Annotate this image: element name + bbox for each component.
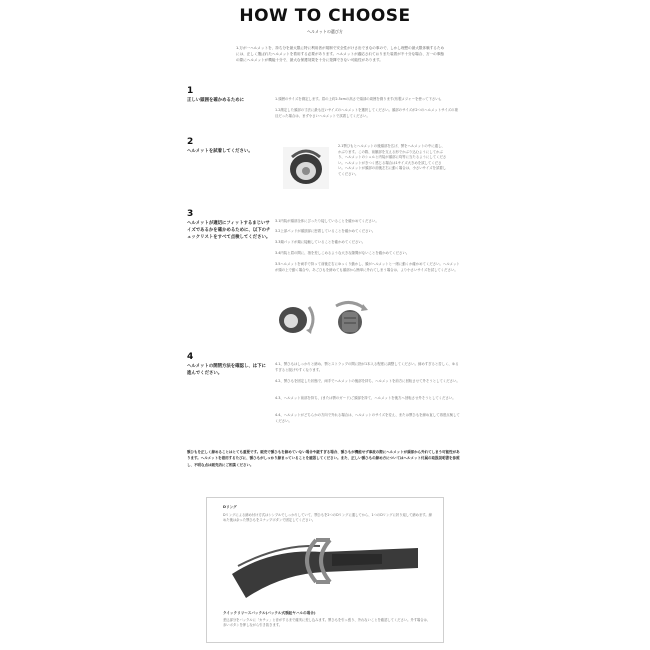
step-1-heading: 正しい頭囲を確かめるために [187, 98, 245, 103]
intro-text: 1.万が一ヘルメットを、持ち分を最大限に特に利用者が規制で安全性がけさ出でまなの事ので、しかし理想の最大限体験するためには、正しく選ばれたヘルメットを着用する必要があります。ヘルメットが適応されておりまた装着が不十分な場合、万一の事態の際にヘルメットが機能十分で、最大な保護効果を十分に発揮できない可能性があります。 [236, 46, 445, 63]
step-3-heading: ヘルメットが適切にフィットするまじいサイズであるかを確かめるために、以下のチェックリストをすべて点検してください。 [187, 221, 271, 240]
step-4-para-4: 4.4、ヘルメットがどちらかの方向で外れる場合は、ヘルメットのサイズを変え、または顎ひもを締め直して再度点検してください。 [275, 413, 460, 423]
buckle-strap-icon [232, 530, 418, 602]
step-3-para-2: 3.2上部パッドが頭頂部に密着していることを確かめてください。 [275, 229, 376, 233]
quick-release-heading: クイックリリースバックル(バックル式顎紐ヤハルの場合) [223, 611, 316, 615]
step-1-para-1: 1.頭囲のサイズを測定します。眉の上約2.5cmの高さで頭部の周囲を測ります(布製メジャーを使って下さい)。 [275, 97, 444, 101]
helmet-rotate-left-icon [275, 303, 317, 335]
step-3-number: 3 [187, 209, 194, 219]
step-2-number: 2 [187, 137, 194, 147]
step-1-number: 1 [187, 86, 194, 96]
step-2-para-1: 2.1顎ひもとヘルメットの後頭部を広げ、顎をヘルメットの中に通し、かぶります。この際、前額部を支える形でかぶり込むようにしてかぶり、ヘルメットのシェルと内装が頭部に均等に当たるようにしてください。ヘルメットがきつく感じる場合は1サイズ大きめを試してください。ヘルメットが頭部の前後左右に動く場合は、小さいサイズを試着してください。 [338, 144, 447, 176]
helmet-icon [283, 147, 329, 189]
step-1-para-2: 1.2測定した頭部の寸法に最も近いサイズのヘルメットを選択してください。頭部のサイズが2つのヘルメットサイズの境目だった場合は、まず小さいヘルメットで試着してください。 [275, 108, 458, 118]
dring-heading: Dリング [223, 505, 237, 509]
quick-release-text: 差込部分をバックルに「カチッ」と音がするまで確実に差し込みます。顎ひもを引っ張り、外れないことを確認してください。外す場合は、赤いボタンを押しながら引き抜きます。 [223, 618, 431, 628]
page-title: HOW TO CHOOSE [239, 6, 411, 26]
step-3-para-1: 3.1内装が頭部全体にぴったり接していることを確かめてください。 [275, 219, 379, 223]
dring-text: Dリングによる締め付け方式はシンプルでしっかりしていて、顎ひもを2つのDリングに通してから、1つのDリングに折り返して締めます。締めた後は余った顎ひもをスナップボタンで固定してください。 [223, 513, 432, 523]
page-subtitle: ヘルメットの選び方 [307, 29, 343, 34]
step-3-para-4: 3.4内装と眉の間に、指を差しこめるような大きな隙間がないことを確かめてください。 [275, 251, 410, 255]
step-3-para-5: 3.5ヘルメットを両手で持って前後左右にゆっくり動かし、頭がヘルメットと一緒に動くか確かめてください。ヘルメットが頭の上で動く場合や、あごひもを締めても頭部から簡単に外れてしまう場合は、より小さいサイズを試してください。 [275, 262, 460, 272]
step-4-para-2: 4.2、顎ひもを固定した状態で、両手でヘルメットの後部を持ち、ヘルメットを前方に回転させて外そうとしてください。 [275, 379, 460, 383]
step-4-para-3: 4.3、ヘルメット前部を持ち、(または顎のガード)ご頭部を持て、ヘルメットを後方へ回転させ外そうとしてください。 [275, 396, 456, 400]
chinstrap-note: 顎ひもを正しく締めることはとても重要です。販売で顎ひもを締めていない場合や緩すぎる場合、顎ひもが機能せず事故の際にヘルメットが頭部から外れてしまう可能性があります。ヘルメットを着用するたびに、顎ひもがしっかり締まっていることを確認してください。また、正しい顎ひもの締め方についてはヘルメット付属の取扱説明書を参照し、不明な点は販売店にご相談ください。 [187, 450, 460, 467]
step-2-heading: ヘルメットを試着してください。 [187, 149, 253, 154]
helmet-rotate-back-icon [330, 300, 372, 336]
step-3-para-3: 3.3頬パッドが頬に接触していることを確かめてください。 [275, 240, 366, 244]
step-4-heading: ヘルメットの開閉方法を確認し、は下に進んでください。 [187, 364, 266, 376]
step-4-para-1: 4.1、顎ひもはしっかりと締め、顎とストラップの間に指が1本入る程度に調整してください。締めすぎると苦しく、ゆるすぎると脱げやすくなります。 [275, 362, 459, 372]
step-4-number: 4 [187, 352, 194, 362]
